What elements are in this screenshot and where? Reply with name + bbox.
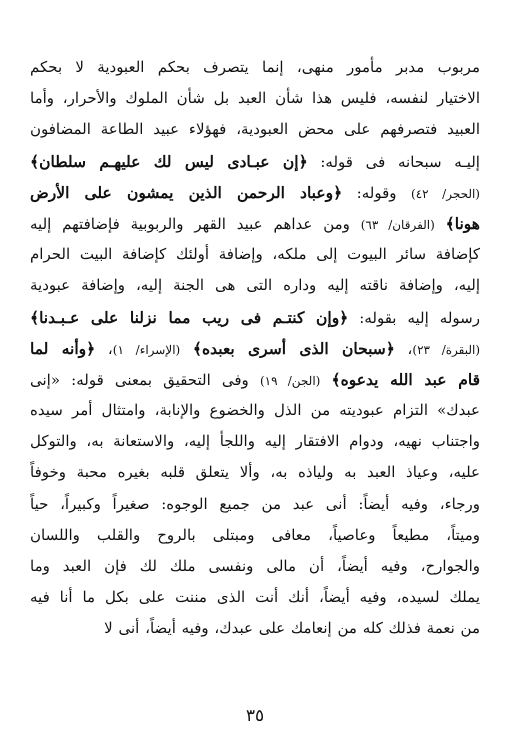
text-segment: عبدك» التزام عبوديته من الذل والخضوع والإنابة، وامتثال أمر سيده [30,401,480,420]
text-line [30,395,480,426]
verse-reference: (الحجر/ ٤٢) [411,186,480,201]
text-segment: إليه، وإضافة ناقته إليه وداره التى هى الجنة إليه، وإضافة عبودية [30,276,480,295]
quran-verse: قام عبد الله يدعوه﴾ [331,369,480,389]
quran-verse: ﴿إن عبـادى ليس لك عليهـم سلطان﴾ [30,151,308,171]
text-segment: عليه، وعياذ العبد به ولياذه به، وألا يتعلق قلبه بغيره محبة وخوفاً [30,463,480,482]
text-segment [435,215,446,233]
text-segment: يملك لسيده، وفيه أيضاً، أنك أنت الذى مننت على بكل ما أنا فيه [30,588,480,607]
page-number: ٣٥ [245,706,265,726]
verse-reference: (الفرقان/ ٦٣) [360,217,435,232]
text-segment: وفى التحقيق بمعنى قوله: «إنى [30,370,260,389]
text-segment: كإضافة سائر البيوت إلى ملكه، وإضافة أولئك كإضافة البيت الحرام [30,245,480,264]
text-line [30,302,480,333]
text-segment: وقوله: [342,183,412,202]
text-line [30,52,480,83]
text-segment: إليـه سبحانه فى قوله: [307,152,480,171]
text-segment: رسوله إليه بقوله: [348,308,480,327]
text-line [30,270,480,301]
quran-verse: ﴿وإن كنتـم فى ريب مما نزلنا على عـبـدنا﴾ [30,307,349,327]
text-line [30,551,480,582]
text-line [30,426,480,457]
text-line [30,520,480,551]
quran-verse: ﴿وأنه لما [30,338,96,358]
quran-verse: هونا﴾ [445,213,480,233]
text-segment [180,340,193,358]
text-line [30,457,480,488]
text-segment: الاختيار لنفسه، فليس هذا شأن العبد بل شأن الملوك والأحرار، وأما [30,89,480,108]
verse-reference: (الجن/ ١٩) [259,373,321,388]
text-segment: واجتناب نهيه، ودوام الافتقار إليه واللجأ إليه، والاستعانة به، والتوكل [30,432,480,451]
text-line [30,582,480,613]
text-segment: ورجاء، وفيه أيضاً: أنى عبد من جميع الوجوه: صغيراً وكبيراً، حياً [30,494,480,513]
text-line [30,489,480,520]
text-segment [320,371,331,389]
text-segment: العبيد فتصرفهم على محض العبودية، فهؤلاء عبيد الطاعة المضافون [30,120,480,139]
text-segment: ، [95,339,113,358]
text-segment: من نعمة فذلك كله من إنعامك على عبدك، وفيه أيضاً، أنى لا [104,619,480,638]
verse-reference: (الإسراء/ ١) [112,342,181,357]
quran-verse: ﴿سبحان الذى أسرى بعبده﴾ [192,338,395,358]
text-line [30,114,480,145]
quran-verse: ﴿وعباد الرحمن الذين يمشون على الأرض [30,182,343,202]
body-text [30,52,480,645]
text-line [30,239,480,270]
verse-reference: (البقرة/ ٢٣) [412,342,480,357]
text-line [30,177,480,208]
text-line [30,146,480,177]
text-segment: مربوب مدبر مأمور منهى، إنما يتصرف بحكم العبودية لا بحكم [30,58,480,76]
text-line [30,83,480,114]
text-segment: والجوارح، وفيه أيضاً، أن مالى ونفسى ملك لك فإن العبد وما [30,557,480,575]
text-line [30,208,480,239]
text-line [30,364,480,395]
text-segment: وميتاً، مطيعاً وعاصياً، معافى ومبتلى بالروح والقلب واللسان [30,525,480,544]
text-line [30,333,480,364]
text-segment: ومن عداهم عبيد القهر والربوبية فإضافتهم إليه [30,214,361,233]
text-line [30,613,480,644]
text-segment: ، [394,339,413,358]
